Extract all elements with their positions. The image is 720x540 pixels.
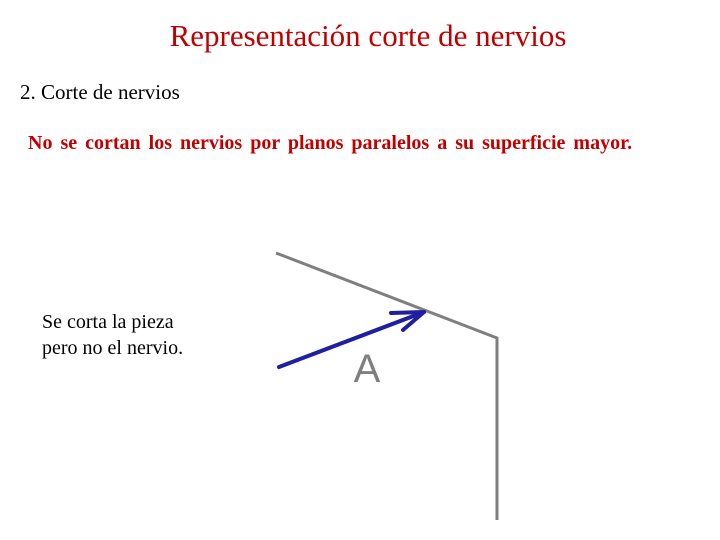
caption-line-1: Se corta la pieza <box>42 311 174 333</box>
rule-statement: No se cortan los nervios por planos paralelos a su superficie mayor. <box>28 132 633 154</box>
slide-title: Representación corte de nervios <box>169 18 567 53</box>
view-label: A <box>353 347 381 391</box>
view-arrow-shaft <box>279 312 424 367</box>
section-heading: 2. Corte de nervios <box>20 80 180 104</box>
caption-line-2: pero no el nervio. <box>42 337 184 359</box>
part-outline <box>276 253 497 520</box>
